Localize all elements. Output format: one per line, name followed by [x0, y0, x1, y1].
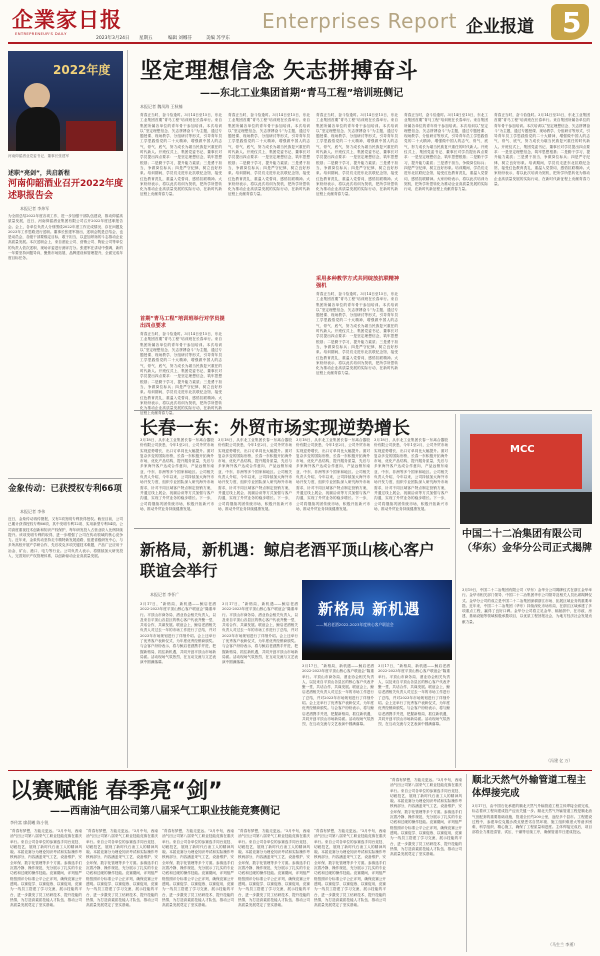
- bottom-right-byline: （马生兰 李勇）: [548, 942, 578, 947]
- speaker-figure: [24, 83, 50, 109]
- main-top-byline: 本报记者 魏凤海 王秋楠: [140, 104, 183, 109]
- right-title: 中国二十二冶集团有限公司（华东）金华分公司正式揭牌: [462, 529, 592, 554]
- masthead-rule: [8, 42, 592, 44]
- page-number-badge: [551, 4, 589, 40]
- bottom-right-title: 顺北天然气外输管道工程主体焊接完成: [472, 775, 587, 799]
- main-top-body-col5: 青春正当时，奋斗恰逢时。3月14日至15日，东北工业集团首期“青马工程”培训班在长春举行。来自集团所属各单位的青年骨干参加培训。本次培训以“坚定理想信念、矢志拼搏奋斗”为主题，通过专题授课、现场教学、分组研讨等形式，引导青年员工学思践悟党的二十大精神，增强做中国人的志气、骨气、底气，努力成长为堪当民族复兴重任的时代新人。开班仪式上，集团党委书记、董事长对学员提出四点要求：一是坚定理想信念，筑牢思想根基；二是勤于学习，提升能力素质；三是勇于担当，争做岗位标兵；四是严守纪律，树立良好形象。培训期间，学员们走进东北抗联纪念馆，接受红色教育洗礼，重温入党誓词，感悟抗联精神。大家纷纷表示，将以此次培训为契机，把所学所思转化为推动企业高质量发展的实际行动，在新时代新征程上贡献青春力量。: [494, 113, 590, 186]
- stage-people: [302, 640, 452, 660]
- bottom-left-subtitle: ——西南油气田公司第八届采气工职业技能竞赛侧记: [50, 806, 280, 817]
- issue-date: 2023年3月24日: [96, 36, 130, 41]
- section-title-cn: 企业报道: [466, 17, 534, 37]
- feature-body-col3: 3月17日，“新格局，新机遇——鲸启老酒2022-2023年度平顶山核心客户联谊会”隆重举行。平顶山市商务局、酒业协会相关负责人，以及来自平顶山各县区的核心客户代表齐聚一堂，共话合作，共谋发展。联谊会上，鲸启老酒相关负责人对过去一年的市场工作进行了总结，并对2023年市场规划进行了详细介绍。会上还举行了优秀客户表彰仪式，为年度优秀经销商颁奖。与会客户纷纷表示，将与鲸启老酒携手并进，把握新格局，抓住新机遇，共同开创平顶山市场新局面。活动现场气氛热烈，在互动交流与文艺表演中圆满落幕。: [302, 664, 374, 727]
- feature-title: 新格局，新机遇：鲸启老酒平顶山核心客户联谊会举行: [140, 541, 435, 580]
- main-top-body-col1b: 青春正当时，奋斗恰逢时。3月14日至15日，东北工业集团首期“青马工程”培训班在长春举行。来自集团所属各单位的青年骨干参加培训。本次培训以“坚定理想信念、矢志拼搏奋斗”为主题，通过专题授课、现场教学、分组研讨等形式，引导青年员工学思践悟党的二十大精神，增强做中国人的志气、骨气、底气，努力成长为堪当民族复兴重任的时代新人。开班仪式上，集团党委书记、董事长对学员提出四点要求：一是坚定理想信念，筑牢思想根基；二是勤于学习，提升能力素质；三是勇于担当，争做岗位标兵；四是严守纪律，树立良好形象。培训期间，学员们走进东北抗联纪念馆，接受红色教育洗礼，重温入党誓词，感悟抗联精神。大家纷纷表示，将以此次培训为契机，把所学所思转化为推动企业高质量发展的实际行动，在新时代新征程上贡献青春力量。: [140, 332, 222, 416]
- right-body: 3月19日，中国二十二冶集团有限公司（华东）金华分公司揭牌仪式在浙江金华举行。金华市相关部门领导、中国二十二冶集团华东公司领导及相关人员出席揭牌仪式。金华分公司的成立是中国二十二冶集团深耕浙江市场、拓展区域业务的重要举措。近年来，中国二十二冶集团（华东）持续深化市场布局，在浙江区域承建了多项重点工程，赢得了良好口碑。金华分公司将立足金华、辐射浙中，在市政、房建、基础设施等领域积极承揽项目，以优质工程回报社会，为地方经济社会发展贡献力量。: [462, 588, 592, 624]
- main-top-title: 坚定理想信念 矢志拼搏奋斗: [140, 59, 419, 84]
- mid-story-body-col1: 3月18日，从东北工业集团长春一东离合器股份有限公司获悉，今年1至2月，公司外贸市场实现逆势增长，出口订单同比大幅提升。面对复杂多变的国际形势，长春一东积极开拓海外市场，优化产品结构，提升服务质量，先后与多家海外客户达成合作意向，产品远销东南亚、中东、非洲等多个国家和地区。公司相关负责人介绍，今年以来，公司持续加大海外市场开发力度，组织专业团队深入研究海外市场需求，针对不同区域客户特点制定营销方案，并通过线上展会、视频洽谈等方式加强与客户沟通，实现了外贸业务的稳步增长。下一步，公司将继续巩固传统市场，积极开拓新兴市场，推动外贸业务持续健康发展。: [140, 438, 214, 511]
- left-bottom-byline: 本报记者 李伟: [20, 509, 46, 514]
- section-title-en: Enterprises Report: [262, 9, 457, 33]
- page-editor: 编辑 刘娜芬: [168, 36, 192, 41]
- right-byline: （冯建 亿 万）: [546, 758, 573, 763]
- page-designer: 美编 苏学东: [206, 36, 230, 41]
- ceremony-backdrop: [470, 434, 582, 489]
- feature-body-col1: 3月17日，“新格局，新机遇——鲸启老酒2022-2023年度平顶山核心客户联谊会”隆重举行。平顶山市商务局、酒业协会相关负责人，以及来自平顶山各县区的核心客户代表齐聚一堂，共话合作，共谋发展。联谊会上，鲸启老酒相关负责人对过去一年的市场工作进行了总结，并对2023年市场规划进行了详细介绍。会上还举行了优秀客户表彰仪式，为年度优秀经销商颁奖。与会客户纷纷表示，将与鲸启老酒携手并进，把握新格局，抓住新机遇，共同开创平顶山市场新局面。活动现场气氛热烈，在互动交流与文艺表演中圆满落幕。: [140, 602, 216, 665]
- bottom-right-body: 3月17日，由中国石化承建的顺北天然气外输管道工程主体焊接全面完成，标志着该工程向建成投产迈出关键一步。顺北天然气外输管道工程是顺北油气田配套的重要基础设施，管道全长约200公里，途经多个县市。工程建设过程中，参建单位克服沙漠戈壁恶劣自然环境、施工组织难度大等诸多困难，科学组织、精心施工，确保了工程质量和进度。主体焊接完成后，项目部将全力推进清管、试压、干燥等后续工序，确保管道早日建成投运。: [472, 804, 592, 835]
- mid-story-body-col2: 3月18日，从东北工业集团长春一东离合器股份有限公司获悉，今年1至2月，公司外贸市场实现逆势增长，出口订单同比大幅提升。面对复杂多变的国际形势，长春一东积极开拓海外市场，优化产品结构，提升服务质量，先后与多家海外客户达成合作意向，产品远销东南亚、中东、非洲等多个国家和地区。公司相关负责人介绍，今年以来，公司持续加大海外市场开发力度，组织专业团队深入研究海外市场需求，针对不同区域客户特点制定营销方案，并通过线上展会、视频洽谈等方式加强与客户沟通，实现了外贸业务的稳步增长。下一步，公司将继续巩固传统市场，积极开拓新兴市场，推动外贸业务持续健康发展。: [218, 438, 292, 511]
- mid-story-body-col4: 3月18日，从东北工业集团长春一东离合器股份有限公司获悉，今年1至2月，公司外贸市场实现逆势增长，出口订单同比大幅提升。面对复杂多变的国际形势，长春一东积极开拓海外市场，优化产品结构，提升服务质量，先后与多家海外客户达成合作意向，产品远销东南亚、中东、非洲等多个国家和地区。公司相关负责人介绍，今年以来，公司持续加大海外市场开发力度，组织专业团队深入研究海外市场需求，针对不同区域客户特点制定营销方案，并通过线上展会、视频洽谈等方式加强与客户沟通，实现了外贸业务的稳步增长。下一步，公司将继续巩固传统市场，积极开拓新兴市场，推动外贸业务持续健康发展。: [374, 438, 448, 511]
- mid-divider: [134, 528, 450, 529]
- main-top-body-col2: 青春正当时，奋斗恰逢时。3月14日至15日，东北工业集团首期“青马工程”培训班在长春举行。来自集团所属各单位的青年骨干参加培训。本次培训以“坚定理想信念、矢志拼搏奋斗”为主题，通过专题授课、现场教学、分组研讨等形式，引导青年员工学思践悟党的二十大精神，增强做中国人的志气、骨气、底气，努力成长为堪当民族复兴重任的时代新人。开班仪式上，集团党委书记、董事长对学员提出四点要求：一是坚定理想信念，筑牢思想根基；二是勤于学习，提升能力素质；三是勇于担当，争做岗位标兵；四是严守纪律，树立良好形象。培训期间，学员们走进东北抗联纪念馆，接受红色教育洗礼，重温入党誓词，感悟抗联精神。大家纷纷表示，将以此次培训为契机，把所学所思转化为推动企业高质量发展的实际行动，在新时代新征程上贡献青春力量。: [228, 113, 310, 197]
- photo-banner-text: 2022年度: [53, 63, 111, 77]
- left-bottom-body: 近日，金象传动再传捷报，又有1项发明专利获得授权。截至目前，公司已累计获得授权专利66项，其中发明专利12项、实用新型专利54项。公司高度重视技术创新和知识产权保护，每年研发投入占营业收入比例持续提升。该项发明专利的取得，进一步增强了公司在传动领域的核心竞争力。近年来，金象传动坚持走专精特新发展道路，组建省级研发中心，与多所高校开展产学研合作，先后攻克多项关键技术难题，产品广泛应用于冶金、矿山、港口、电力等行业。公司负责人表示，将继续加大研发投入，完善知识产权管理体系，以创新驱动企业高质量发展。: [8, 517, 123, 559]
- main-top-subtitle: ——东北工业集团首期“青马工程”培训班侧记: [200, 88, 404, 99]
- main-top-divider: [134, 410, 592, 411]
- bottom-left-body-col2: “青春有梦想，方能走更远。”3月中旬，西南油气田公司第八届采气工职业技能竞赛在重庆举行。来自公司各单位的参赛选手同台竞技、切磋技艺，展现了新时代石油工人的精神风貌。本届竞赛分为理论知识考试和实际操作考核两部分，内容涵盖采气工艺、设备维护、安全环保、数字化管理等多个方面。参赛选手们沉着冷静、操作规范，充分展示了扎实的专业功底和过硬的操作技能。竞赛期间，评判组严格按照评分标准公平公正评判，确保竞赛公开透明。以赛促学、以赛促练、以赛促用，竞赛为一线员工搭建了学习交流、展示技能的平台，进一步激发了员工钻研技术、提升技能的热情，为打造高素质技能人才队伍、推动公司高质量发展奠定了坚实基础。: [86, 829, 158, 908]
- stage-screen-subtitle: ——鲸启老酒2022-2023年度核心客户联谊会: [316, 622, 394, 627]
- right-column-rule: [455, 414, 456, 768]
- company-logo-mark: MCC: [510, 444, 535, 455]
- feature-byline: 本报记者 李怀广: [150, 592, 180, 597]
- feature-photo: [302, 580, 452, 660]
- bottom-left-byline: 李传富 廖晨曦 陈小锐: [10, 820, 49, 825]
- left-photo-note: 河南仰韶酒业党委书记、董事长张建军: [8, 154, 70, 158]
- feature-body-col4: 3月17日，“新格局，新机遇——鲸启老酒2022-2023年度平顶山核心客户联谊会”隆重举行。平顶山市商务局、酒业协会相关负责人，以及来自平顶山各县区的核心客户代表齐聚一堂，共话合作，共谋发展。联谊会上，鲸启老酒相关负责人对过去一年的市场工作进行了总结，并对2023年市场规划进行了详细介绍。会上还举行了优秀客户表彰仪式，为年度优秀经销商颁奖。与会客户纷纷表示，将与鲸启老酒携手并进，把握新格局，抓住新机遇，共同开创平顶山市场新局面。活动现场气氛热烈，在互动交流与文艺表演中圆满落幕。: [378, 664, 450, 727]
- stage-screen-title: 新格局 新机遇: [318, 600, 421, 618]
- main-top-body-col3b: 青春正当时，奋斗恰逢时。3月14日至15日，东北工业集团首期“青马工程”培训班在长春举行。来自集团所属各单位的青年骨干参加培训。本次培训以“坚定理想信念、矢志拼搏奋斗”为主题，通过专题授课、现场教学、分组研讨等形式，引导青年员工学思践悟党的二十大精神，增强做中国人的志气、骨气、底气，努力成长为堪当民族复兴重任的时代新人。开班仪式上，集团党委书记、董事长对学员提出四点要求：一是坚定理想信念，筑牢思想根基；二是勤于学习，提升能力素质；三是勇于担当，争做岗位标兵；四是严守纪律，树立良好形象。培训期间，学员们走进东北抗联纪念馆，接受红色教育洗礼，重温入党誓词，感悟抗联精神。大家纷纷表示，将以此次培训为契机，把所学所思转化为推动企业高质量发展的实际行动，在新时代新征程上贡献青春力量。: [316, 292, 398, 376]
- left-top-kicker: 述职“亮剑”，共启新程: [8, 170, 70, 177]
- feature-body-col2: 3月17日，“新格局，新机遇——鲸启老酒2022-2023年度平顶山核心客户联谊会”隆重举行。平顶山市商务局、酒业协会相关负责人，以及来自平顶山各县区的核心客户代表齐聚一堂，共话合作，共谋发展。联谊会上，鲸启老酒相关负责人对过去一年的市场工作进行了总结，并对2023年市场规划进行了详细介绍。会上还举行了优秀客户表彰仪式，为年度优秀经销商颁奖。与会客户纷纷表示，将与鲸启老酒携手并进，把握新格局，抓住新机遇，共同开创平顶山市场新局面。活动现场气氛热烈，在互动交流与文艺表演中圆满落幕。: [222, 602, 298, 665]
- newspaper-logo: 企業家日报: [12, 7, 122, 32]
- mid-story-title: 长春一东：外贸市场实现逆势增长: [140, 418, 410, 439]
- left-bottom-title: 金象传动：已获授权专利66项: [8, 484, 122, 494]
- podium: [66, 121, 116, 151]
- left-top-body: 为全面总结2022年度各项工作，进一步加强干部队伍建设，推动仰韶高质量发展，近日，河南仰韶酒业集团有限公司召开2022年度述职报告会。会上，各单位负责人分别围绕2022年度工作完成情况、存在问题及2023年工作思路进行述职。董事长张建军指出，述职会既是总结会，也是动员会，各级干部要锚定目标，敢于担当，以更加昂扬的斗志推动企业高质量发展。本次述职会上，来自酒业公司、营销公司、陶业公司等单位的负责人依次述职，现场评委进行测评打分。张建军在讲话中强调，新的一年要坚持问题导向，聚焦市场拓展、品牌建设和管理提升，全面完成年度目标任务。: [8, 214, 123, 261]
- bottom-left-body-col4: “青春有梦想，方能走更远。”3月中旬，西南油气田公司第八届采气工职业技能竞赛在重庆举行。来自公司各单位的参赛选手同台竞技、切磋技艺，展现了新时代石油工人的精神风貌。本届竞赛分为理论知识考试和实际操作考核两部分，内容涵盖采气工艺、设备维护、安全环保、数字化管理等多个方面。参赛选手们沉着冷静、操作规范，充分展示了扎实的专业功底和过硬的操作技能。竞赛期间，评判组严格按照评分标准公平公正评判，确保竞赛公开透明。以赛促学、以赛促练、以赛促用，竞赛为一线员工搭建了学习交流、展示技能的平台，进一步激发了员工钻研技术、提升技能的热情，为打造高素质技能人才队伍、推动公司高质量发展奠定了坚实基础。: [238, 829, 310, 908]
- bottom-left-body-col1: “青春有梦想，方能走更远。”3月中旬，西南油气田公司第八届采气工职业技能竞赛在重庆举行。来自公司各单位的参赛选手同台竞技、切磋技艺，展现了新时代石油工人的精神风貌。本届竞赛分为理论知识考试和实际操作考核两部分，内容涵盖采气工艺、设备维护、安全环保、数字化管理等多个方面。参赛选手们沉着冷静、操作规范，充分展示了扎实的专业功底和过硬的操作技能。竞赛期间，评判组严格按照评分标准公平公正评判，确保竞赛公开透明。以赛促学、以赛促练、以赛促用，竞赛为一线员工搭建了学习交流、展示技能的平台，进一步激发了员工钻研技术、提升技能的热情，为打造高素质技能人才队伍、推动公司高质量发展奠定了坚实基础。: [10, 829, 82, 908]
- page-number: 5: [562, 6, 582, 39]
- bottom-left-body-col5: “青春有梦想，方能走更远。”3月中旬，西南油气田公司第八届采气工职业技能竞赛在重庆举行。来自公司各单位的参赛选手同台竞技、切磋技艺，展现了新时代石油工人的精神风貌。本届竞赛分为理论知识考试和实际操作考核两部分，内容涵盖采气工艺、设备维护、安全环保、数字化管理等多个方面。参赛选手们沉着冷静、操作规范，充分展示了扎实的专业功底和过硬的操作技能。竞赛期间，评判组严格按照评分标准公平公正评判，确保竞赛公开透明。以赛促学、以赛促练、以赛促用，竞赛为一线员工搭建了学习交流、展示技能的平台，进一步激发了员工钻研技术、提升技能的热情，为打造高素质技能人才队伍、推动公司高质量发展奠定了坚实基础。: [314, 829, 386, 908]
- left-top-byline: 本报记者 李炜军: [20, 206, 50, 211]
- ceremony-people: [460, 492, 592, 524]
- main-top-body-col1: 青春正当时，奋斗恰逢时。3月14日至15日，东北工业集团首期“青马工程”培训班在长春举行。来自集团所属各单位的青年骨干参加培训。本次培训以“坚定理想信念、矢志拼搏奋斗”为主题，通过专题授课、现场教学、分组研讨等形式，引导青年员工学思践悟党的二十大精神，增强做中国人的志气、骨气、底气，努力成长为堪当民族复兴重任的时代新人。开班仪式上，集团党委书记、董事长对学员提出四点要求：一是坚定理想信念，筑牢思想根基；二是勤于学习，提升能力素质；三是勇于担当，争做岗位标兵；四是严守纪律，树立良好形象。培训期间，学员们走进东北抗联纪念馆，接受红色教育洗礼，重温入党誓词，感悟抗联精神。大家纷纷表示，将以此次培训为契机，把所学所思转化为推动企业高质量发展的实际行动，在新时代新征程上贡献青春力量。: [140, 113, 222, 197]
- bottom-left-body-col6: “青春有梦想，方能走更远。”3月中旬，西南油气田公司第八届采气工职业技能竞赛在重庆举行。来自公司各单位的参赛选手同台竞技、切磋技艺，展现了新时代石油工人的精神风貌。本届竞赛分为理论知识考试和实际操作考核两部分，内容涵盖采气工艺、设备维护、安全环保、数字化管理等多个方面。参赛选手们沉着冷静、操作规范，充分展示了扎实的专业功底和过硬的操作技能。竞赛期间，评判组严格按照评分标准公平公正评判，确保竞赛公开透明。以赛促学、以赛促练、以赛促用，竞赛为一线员工搭建了学习交流、展示技能的平台，进一步激发了员工钻研技术、提升技能的热情，为打造高素质技能人才队伍、推动公司高质量发展奠定了坚实基础。: [390, 778, 462, 857]
- speaker-body: [16, 107, 60, 151]
- right-photo: [460, 414, 592, 524]
- main-top-body-col3: 青春正当时，奋斗恰逢时。3月14日至15日，东北工业集团首期“青马工程”培训班在长春举行。来自集团所属各单位的青年骨干参加培训。本次培训以“坚定理想信念、矢志拼搏奋斗”为主题，通过专题授课、现场教学、分组研讨等形式，引导青年员工学思践悟党的二十大精神，增强做中国人的志气、骨气、底气，努力成长为堪当民族复兴重任的时代新人。开班仪式上，集团党委书记、董事长对学员提出四点要求：一是坚定理想信念，筑牢思想根基；二是勤于学习，提升能力素质；三是勇于担当，争做岗位标兵；四是严守纪律，树立良好形象。培训期间，学员们走进东北抗联纪念馆，接受红色教育洗礼，重温入党誓词，感悟抗联精神。大家纷纷表示，将以此次培训为契机，把所学所思转化为推动企业高质量发展的实际行动，在新时代新征程上贡献青春力量。: [316, 113, 398, 197]
- mid-story-body-col3: 3月18日，从东北工业集团长春一东离合器股份有限公司获悉，今年1至2月，公司外贸市场实现逆势增长，出口订单同比大幅提升。面对复杂多变的国际形势，长春一东积极开拓海外市场，优化产品结构，提升服务质量，先后与多家海外客户达成合作意向，产品远销东南亚、中东、非洲等多个国家和地区。公司相关负责人介绍，今年以来，公司持续加大海外市场开发力度，组织专业团队深入研究海外市场需求，针对不同区域客户特点制定营销方案，并通过线上展会、视频洽谈等方式加强与客户沟通，实现了外贸业务的稳步增长。下一步，公司将继续巩固传统市场，积极开拓新兴市场，推动外贸业务持续健康发展。: [296, 438, 370, 511]
- left-divider: [8, 478, 123, 479]
- bottom-section-rule: [8, 770, 592, 771]
- bottom-left-body-col3: “青春有梦想，方能走更远。”3月中旬，西南油气田公司第八届采气工职业技能竞赛在重庆举行。来自公司各单位的参赛选手同台竞技、切磋技艺，展现了新时代石油工人的精神风貌。本届竞赛分为理论知识考试和实际操作考核两部分，内容涵盖采气工艺、设备维护、安全环保、数字化管理等多个方面。参赛选手们沉着冷静、操作规范，充分展示了扎实的专业功底和过硬的操作技能。竞赛期间，评判组严格按照评分标准公平公正评判，确保竞赛公开透明。以赛促学、以赛促练、以赛促用，竞赛为一线员工搭建了学习交流、展示技能的平台，进一步激发了员工钻研技术、提升技能的热情，为打造高素质技能人才队伍、推动公司高质量发展奠定了坚实基础。: [162, 829, 234, 908]
- left-photo: [8, 51, 123, 151]
- left-top-title: 河南仰韶酒业召开2022年度述职报告会: [8, 179, 124, 201]
- left-column-rule: [127, 50, 128, 768]
- main-top-subhead-1: 首期“青马工程”培训班举行对学员提出四点要求: [140, 316, 225, 329]
- main-top-subhead-2: 采用多种教学方式共同绽放抗联精神强机: [316, 276, 400, 289]
- issue-weekday: 星期五: [139, 36, 153, 41]
- masthead: [0, 0, 600, 44]
- newspaper-logo-en: ENTREPRENEUR'S DAILY: [15, 31, 67, 36]
- bottom-right-rule: [466, 774, 467, 952]
- main-top-body-col4: 青春正当时，奋斗恰逢时。3月14日至15日，东北工业集团首期“青马工程”培训班在长春举行。来自集团所属各单位的青年骨干参加培训。本次培训以“坚定理想信念、矢志拼搏奋斗”为主题，通过专题授课、现场教学、分组研讨等形式，引导青年员工学思践悟党的二十大精神，增强做中国人的志气、骨气、底气，努力成长为堪当民族复兴重任的时代新人。开班仪式上，集团党委书记、董事长对学员提出四点要求：一是坚定理想信念，筑牢思想根基；二是勤于学习，提升能力素质；三是勇于担当，争做岗位标兵；四是严守纪律，树立良好形象。培训期间，学员们走进东北抗联纪念馆，接受红色教育洗礼，重温入党誓词，感悟抗联精神。大家纷纷表示，将以此次培训为契机，把所学所思转化为推动企业高质量发展的实际行动，在新时代新征程上贡献青春力量。: [404, 113, 488, 192]
- bottom-left-title: 以赛赋能 春季亮“剑”: [10, 779, 223, 804]
